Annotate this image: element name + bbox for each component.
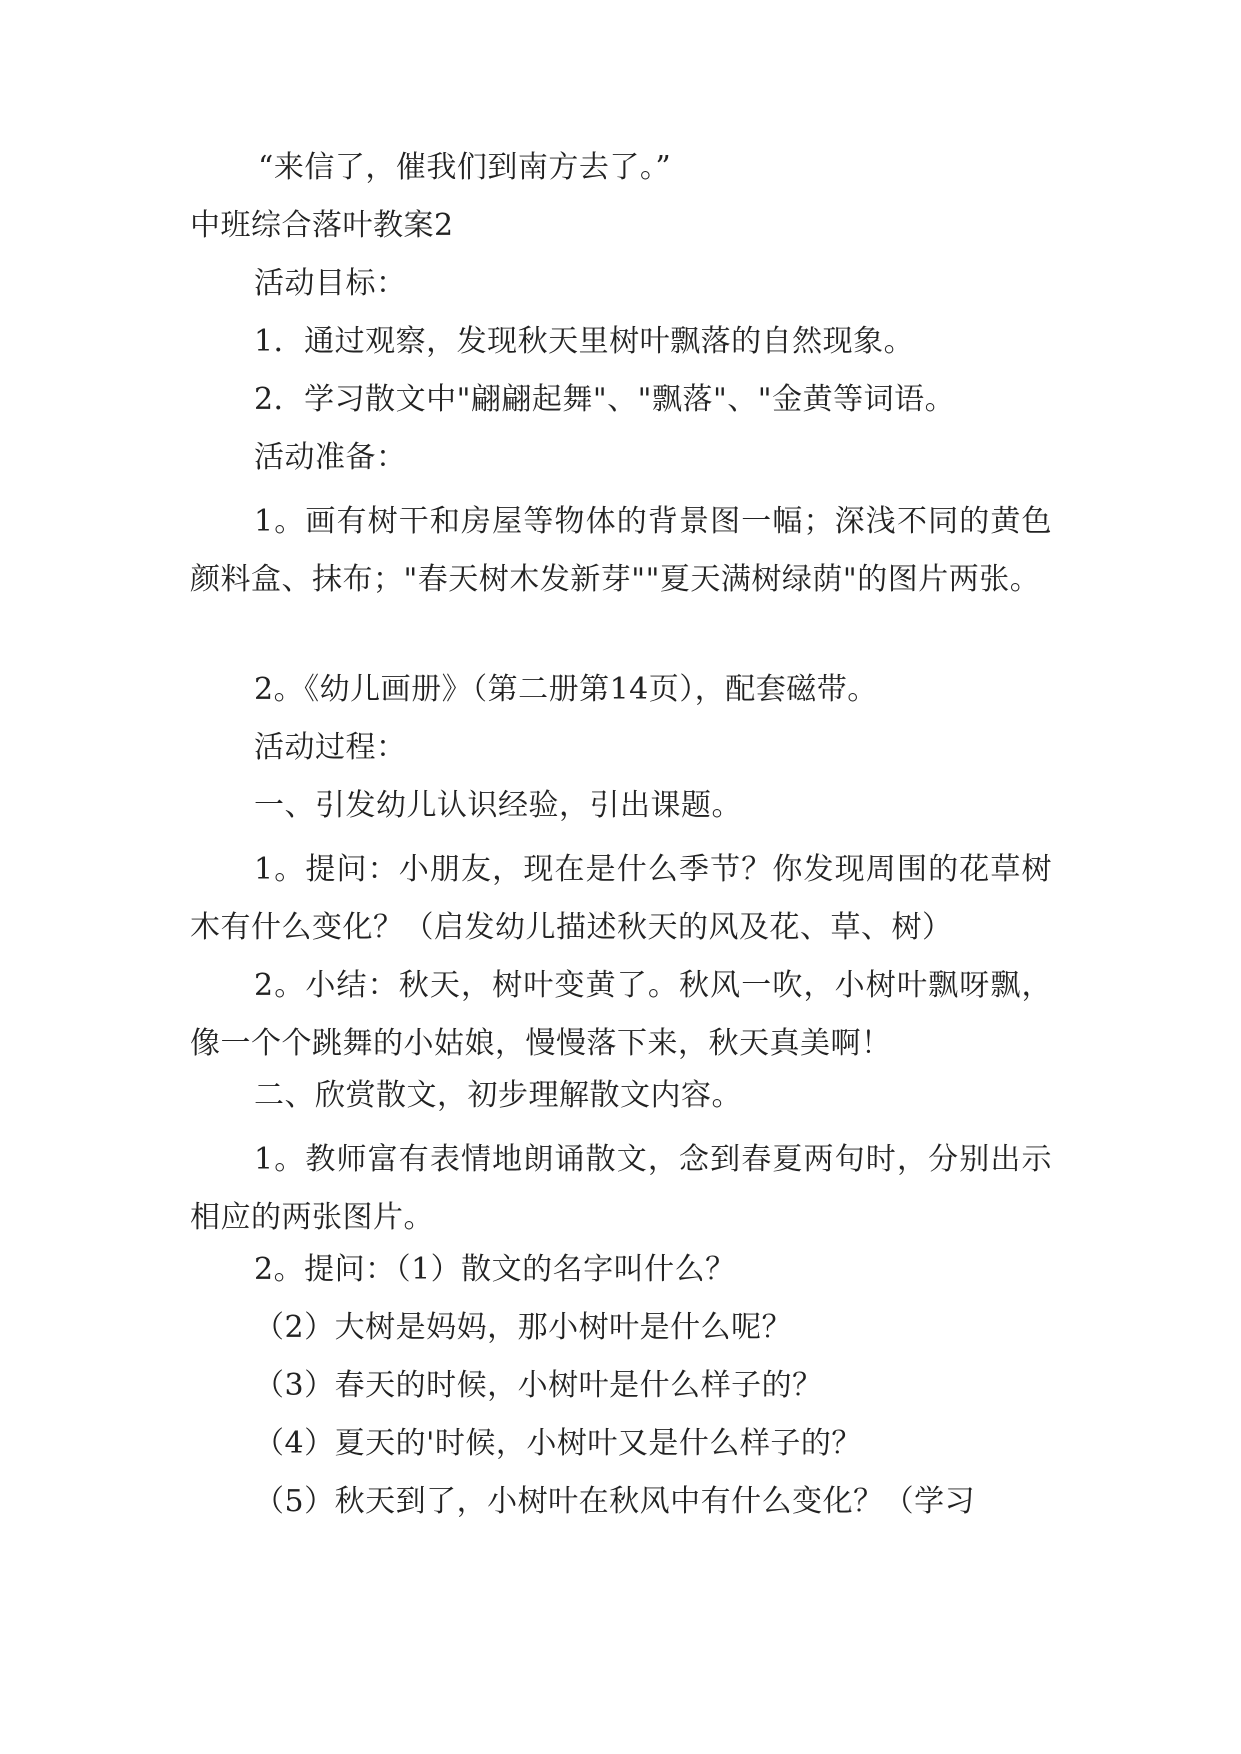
step-item: 1。教师富有表情地朗诵散文，念到春夏两句时，分别出示相应的两张图片。 <box>190 1142 1052 1235</box>
step-heading: 二、欣赏散文，初步理解散文内容。 <box>254 1078 742 1113</box>
question-item: （2）大树是妈妈，那小树叶是什么呢？ <box>254 1310 793 1345</box>
question-item: （5）秋天到了，小树叶在秋风中有什么变化？（学习 <box>254 1484 976 1519</box>
section-title: 中班综合落叶教案2 <box>190 208 454 243</box>
prep-item: 1。画有树干和房屋等物体的背景图一幅；深浅不同的黄色颜料盒、抹布；"春天树木发新芽""夏天满树绿荫"的图片两张。 <box>190 504 1052 597</box>
goal-item: 2．学习散文中"翩翩起舞"、"飘落"、"金黄等词语。 <box>254 382 956 417</box>
goal-item: 1．通过观察，发现秋天里树叶飘落的自然现象。 <box>254 324 915 359</box>
step-item: 1。提问：小朋友，现在是什么季节？你发现周围的花草树木有什么变化？（启发幼儿描述秋天的风及花、草、树） <box>190 852 1052 945</box>
process-heading: 活动过程： <box>254 730 407 765</box>
step-heading: 一、引发幼儿认识经验，引出课题。 <box>254 788 742 823</box>
question-item: （4）夏天的'时候，小树叶又是什么样子的？ <box>254 1426 862 1461</box>
goals-heading: 活动目标： <box>254 266 407 301</box>
quote-line: “来信了，催我们到南方去了。” <box>258 150 672 185</box>
prep-heading: 活动准备： <box>254 440 407 475</box>
step-item: 2。提问：（1）散文的名字叫什么？ <box>254 1252 736 1287</box>
step-item: 2。小结：秋天，树叶变黄了。秋风一吹，小树叶飘呀飘，像一个个跳舞的小姑娘，慢慢落下来，秋天真美啊！ <box>190 968 1052 1061</box>
question-item: （3）春天的时候，小树叶是什么样子的？ <box>254 1368 823 1403</box>
prep-item: 2。《幼儿画册》（第二册第14页），配套磁带。 <box>254 672 878 707</box>
